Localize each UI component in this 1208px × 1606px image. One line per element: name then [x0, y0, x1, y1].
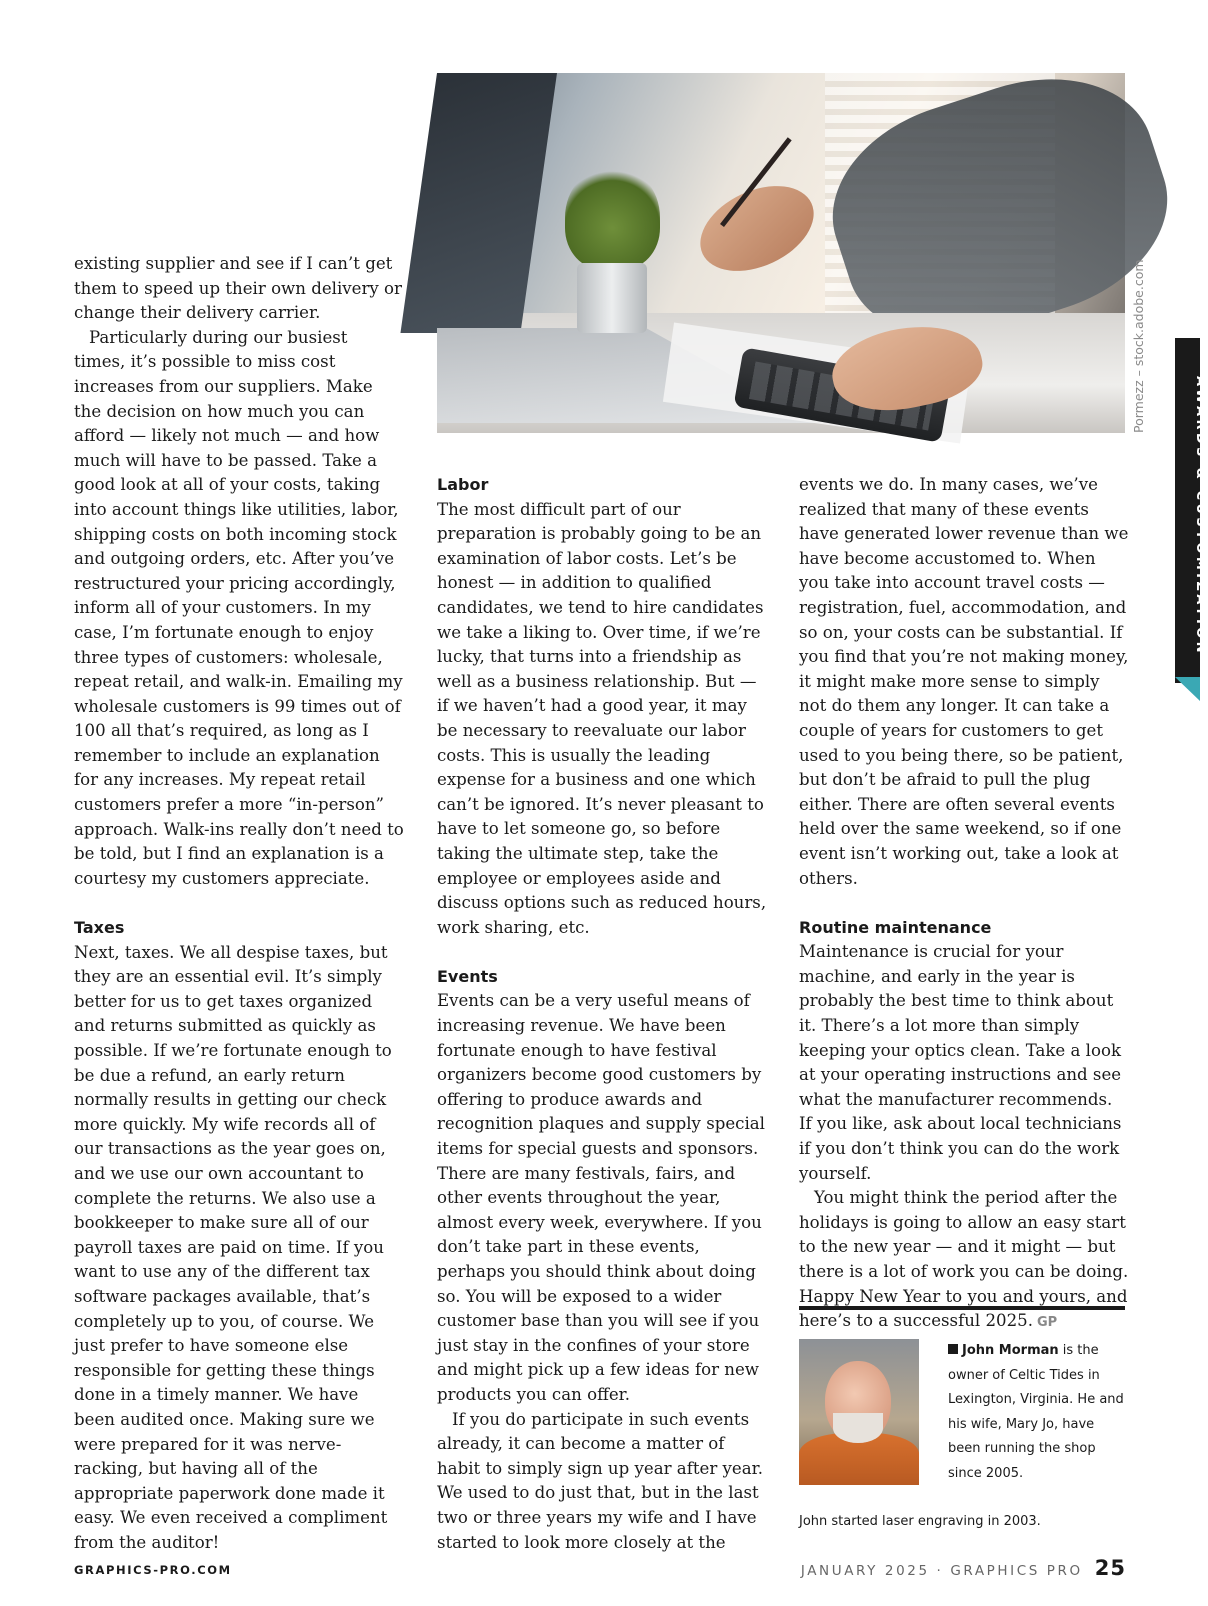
laptop-screen: [400, 73, 557, 333]
end-mark: GP: [1036, 1315, 1058, 1331]
paragraph: If you do participate in such events already, it can become a matter of habit to simply sign up year after year. We used to do just that, but in the last two or three years my wife and I have started to look more closely at the: [437, 1409, 764, 1552]
author-bio: [948, 1339, 1128, 1487]
subheading-labor: Labor: [437, 475, 489, 494]
column-1: [74, 252, 404, 1555]
page-number: 25: [1094, 1556, 1126, 1580]
plant-pot: [577, 263, 647, 333]
footer-site: GRAPHICS-PRO.COM: [74, 1563, 232, 1577]
paragraph: Maintenance is crucial for your machine, and early in the year is probably the best time to think about it. There’s a lot more than simply keeping your optics clean. Take a look at your operating instructions and see what the manufacturer recommends. If you like, ask about local technicians if you don’t think you can do the work yourself.: [799, 942, 1122, 1183]
footer-issue: JANUARY 2025 · GRAPHICS PRO: [800, 1563, 1083, 1579]
paragraph: Particularly during our busiest times, it’s possible to miss cost increases from our suppliers. Make the decision on how much you can afford — likely not much — and how much will have to be passed. Take a good look at all of your costs, taking into account things like utilities, labor, shipping costs on both incoming stock and outgoing orders, etc. After you’ve restructured your pricing accordingly, inform all of your customers. In my case, I’m fortunate enough to enjoy three types of customers: wholesale, repeat retail, and walk-in. Emailing my wholesale customers is 99 times out of 100 all that’s required, as long as I remember to include an explanation for any increases. My repeat retail customers prefer a more “in-person” approach. Walk-ins really don’t need to be told, but I find an explanation is a courtesy my customers appreciate.: [74, 327, 404, 888]
footer-issue-block: [801, 1556, 1126, 1580]
hand-with-pen: [687, 169, 827, 288]
paragraph: Events can be a very useful means of increasing revenue. We have been fortunate enough to have festival organizers become good customers by offering to produce awards and recognition plaques and supply special items for special guests and sponsors. There are many festivals, fairs, and other events throughout the year, almost every week, everywhere. If you don’t take part in these events, perhaps you should think about doing so. You will be exposed to a wider customer base than you will see if you just stay in the confines of your store and might pick up a few ideas for new products you can offer.: [437, 991, 765, 1404]
closing-text: You might think the period after the holidays is going to allow an easy start to the new year — and it might — but there is a lot of work you can be doing. Happy New Year to you and yours, and here’s to a successful 2025.: [799, 1188, 1129, 1331]
author-bio-tail: John started laser engraving in 2003.: [799, 1514, 1041, 1529]
author-beard: [833, 1413, 883, 1443]
bio-text: is the owner of Celtic Tides in Lexington, Virginia. He and his wife, Mary Jo, have been running the shop since 2005.: [948, 1343, 1124, 1481]
column-2: [437, 473, 767, 1555]
bio-marker-icon: [948, 1344, 958, 1354]
subheading-taxes: Taxes: [74, 918, 125, 938]
paragraph: events we do. In many cases, we’ve realized that many of these events have generated lower revenue than we have become accustomed to. When you take into account travel costs — registration, fuel, accommodation, and so on, your costs can be substantial. If you find that you’re not making money, it might make more sense to simply not do them any longer. It can take a couple of years for customers to get used to you being there, so be patient, but don’t be afraid to pull the plug either. There are often several events held over the same weekend, so if one event isn’t working out, take a look at others.: [799, 475, 1129, 888]
author-photo: [799, 1339, 919, 1485]
paragraph: [799, 1186, 1129, 1336]
bio-divider: [799, 1306, 1125, 1310]
paragraph: existing supplier and see if I can’t get them to speed up their own delivery or change their delivery carrier.: [74, 254, 402, 323]
article-photo: [437, 73, 1125, 433]
plant-leaves: [565, 165, 660, 270]
author-name: John Morman: [962, 1343, 1059, 1358]
paragraph: Next, taxes. We all despise taxes, but they are an essential evil. It’s simply better for us to get taxes organized and returns submitted as quickly as possible. If we’re fortunate enough to be due a refund, an early return normally results in getting our check more quickly. My wife records all of our transactions as the year goes on, and we use our own accountant to complete the returns. We also use a bookkeeper to make sure all of our payroll taxes are paid on time. If you want to use any of the different tax software packages available, that’s completely up to you, of course. We just prefer to have someone else responsible for getting these things done in a timely manner. We have been audited once. Making sure we were prepared for it was nerve-racking, but having all of the appropriate paperwork done made it easy. We even received a compliment from the auditor!: [74, 942, 392, 1552]
paragraph: The most difficult part of our preparation is probably going to be an examination of labor costs. Let’s be honest — in addition to qualified candidates, we tend to hire candidates we take a liking to. Over time, if we’re lucky, that turns into a friendship as well as a business relationship. But — if we haven’t had a good year, it may be necessary to reevaluate our labor costs. This is usually the leading expense for a business and one which can’t be ignored. It’s never pleasant to have to let someone go, so before taking the ultimate step, take the employee or employees aside and discuss options such as reduced hours, work sharing, etc.: [437, 499, 767, 937]
section-tab-label: AWARDS & CUSTOMIZATION: [1193, 376, 1208, 656]
photo-credit: Pormezz – stock.adobe.com: [1131, 259, 1146, 433]
column-3: [799, 473, 1129, 1336]
subheading-events: Events: [437, 966, 498, 986]
subheading-routine-maintenance: Routine maintenance: [799, 917, 992, 937]
